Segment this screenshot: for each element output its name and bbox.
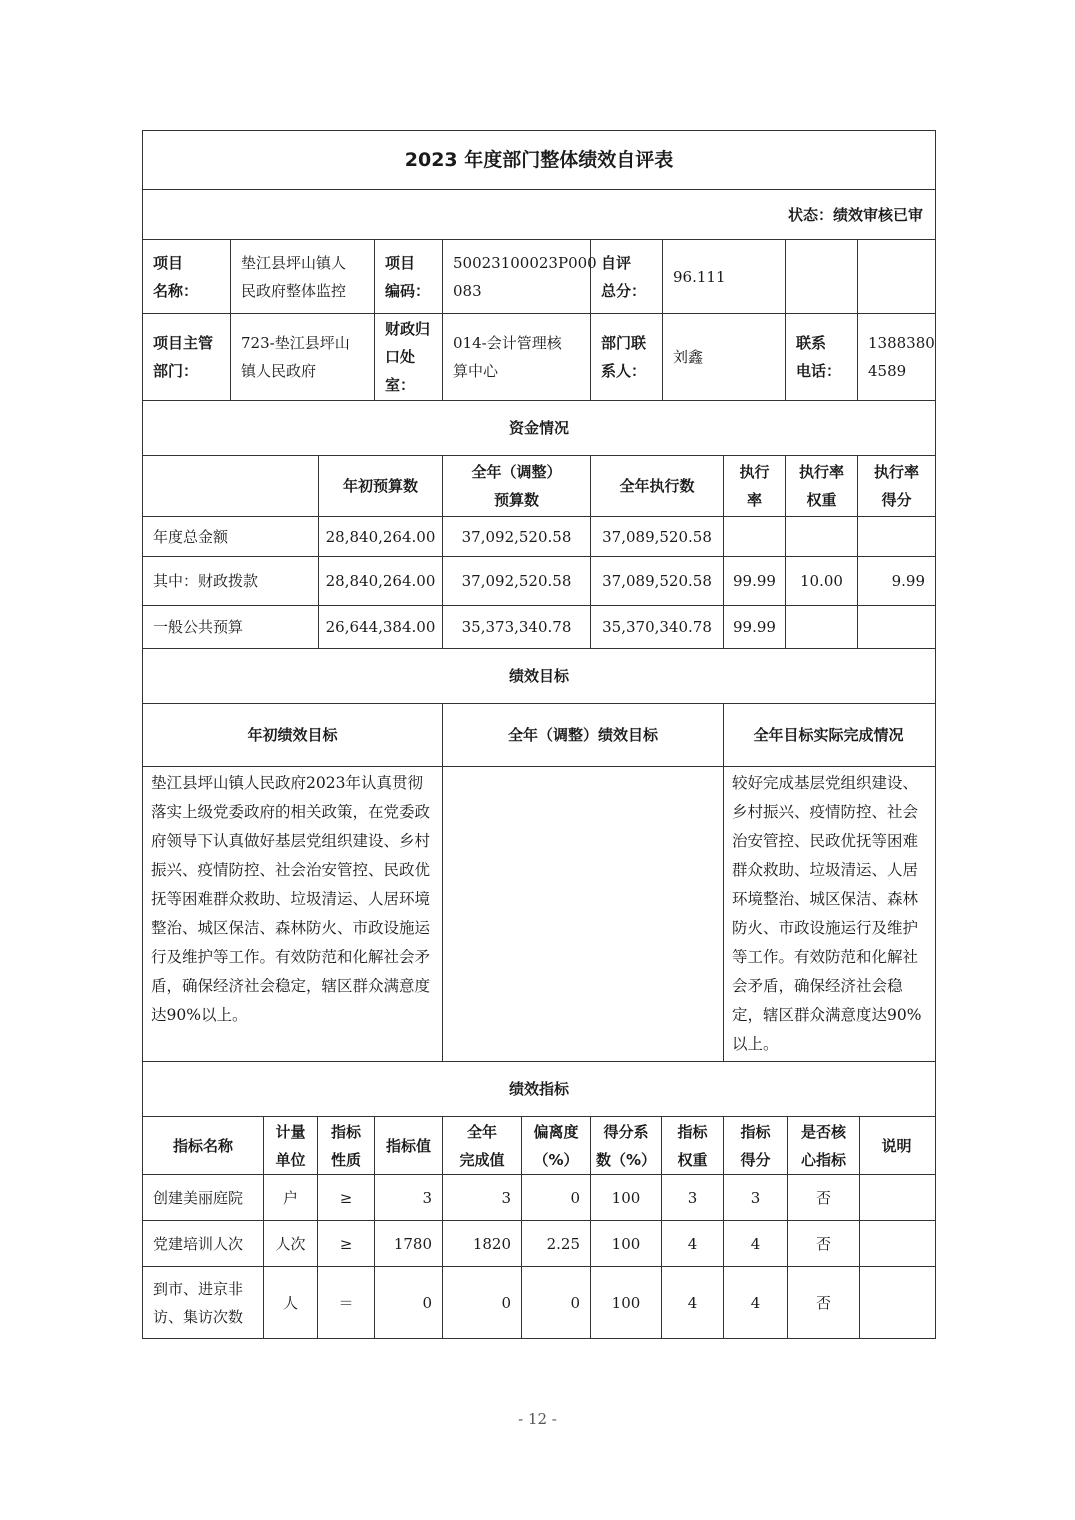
ind-unit: 人次 <box>264 1221 318 1266</box>
funds-row-weight <box>786 517 858 556</box>
ind-coef: 100 <box>591 1267 662 1338</box>
ind-target: 1780 <box>375 1221 443 1266</box>
empty-cell <box>858 240 933 313</box>
page-number: - 12 - <box>518 1410 557 1428</box>
funds-row-adjusted: 35,373,340.78 <box>443 606 591 648</box>
ind-header-unit: 计量 单位 <box>264 1117 318 1174</box>
finance-office-label: 财政归 口处 室： <box>375 314 443 400</box>
self-score-value: 96.111 <box>663 240 786 313</box>
ind-deviation: 0 <box>522 1267 591 1338</box>
ind-coef: 100 <box>591 1221 662 1266</box>
goals-initial-text: 垫江县坪山镇人民政府2023年认真贯彻落实上级党委政府的相关政策，在党委政府领导下认真做好基层党组织建设、乡村振兴、疫情防控、社会治安管控、民政优抚等困难群众救助、垃圾清运、人居环境整治、城区保洁、森林防火、市政设施运行及维护等工作。有效防范和化解社会矛盾，确保经济社会稳定，辖区群众满意度达90%以上。 <box>143 767 443 1061</box>
ind-name: 到市、进京非 访、集访次数 <box>143 1267 264 1338</box>
project-name-label: 项目 名称： <box>143 240 231 313</box>
goals-header-adjusted: 全年（调整）绩效目标 <box>443 704 724 766</box>
ind-weight: 4 <box>662 1267 724 1338</box>
ind-header-score: 指标 得分 <box>724 1117 788 1174</box>
indicators-header-row <box>143 1117 935 1175</box>
indicators-section-row <box>143 1062 935 1117</box>
contact-label: 部门联 系人： <box>591 314 663 400</box>
ind-header-coef: 得分系 数（%） <box>591 1117 662 1174</box>
project-code-label: 项目 编码： <box>375 240 443 313</box>
ind-weight: 3 <box>662 1175 724 1220</box>
ind-header-note: 说明 <box>881 1136 912 1155</box>
goals-header-actual: 全年目标实际完成情况 <box>753 726 904 744</box>
ind-note <box>860 1221 933 1266</box>
funds-section-row <box>143 401 935 456</box>
project-info-row-1 <box>143 240 935 314</box>
ind-nature: ≥ <box>318 1175 375 1220</box>
funds-row-weight: 10.00 <box>786 557 858 605</box>
funds-header-blank <box>143 456 319 516</box>
ind-deviation: 0 <box>522 1175 591 1220</box>
ind-unit: 人 <box>264 1267 318 1338</box>
ind-actual: 1820 <box>443 1221 522 1266</box>
ind-name: 党建培训人次 <box>143 1221 264 1266</box>
funds-row <box>143 606 935 649</box>
goals-section-title: 绩效目标 <box>508 667 569 685</box>
funds-header-rate: 执行 率 <box>724 456 786 516</box>
funds-header-adjusted: 全年（调整） 预算数 <box>443 456 591 516</box>
ind-nature: ≥ <box>318 1221 375 1266</box>
funds-row-weight <box>786 606 858 648</box>
status-row <box>143 190 935 240</box>
empty-cell <box>786 240 858 313</box>
dept-label: 项目主管 部门： <box>143 314 231 400</box>
goals-adjusted-text <box>443 767 724 1061</box>
funds-row-executed: 35,370,340.78 <box>591 606 724 648</box>
funds-row-rate: 99.99 <box>724 557 786 605</box>
phone-value: 1388380 4589 <box>868 334 935 380</box>
funds-row-rate: 99.99 <box>724 606 786 648</box>
funds-row-label: 其中：财政拨款 <box>143 557 319 605</box>
ind-core: 否 <box>788 1267 860 1338</box>
ind-weight: 4 <box>662 1221 724 1266</box>
funds-row-score: 9.99 <box>891 572 925 590</box>
project-name-value: 垫江县坪山镇人 民政府整体监控 <box>231 240 375 313</box>
ind-score: 4 <box>724 1221 788 1266</box>
goals-body-row <box>143 767 935 1062</box>
ind-note <box>860 1267 933 1338</box>
contact-value: 刘鑫 <box>663 314 786 400</box>
ind-note <box>860 1175 933 1220</box>
status-label: 状态：绩效审核已审 <box>787 205 923 224</box>
goals-header-initial: 年初绩效目标 <box>143 704 443 766</box>
ind-core: 否 <box>788 1175 860 1220</box>
funds-row-initial: 28,840,264.00 <box>319 557 443 605</box>
project-info-row-2 <box>143 314 935 401</box>
performance-self-evaluation-table <box>142 130 936 1339</box>
funds-row-label: 一般公共预算 <box>143 606 319 648</box>
ind-header-nature: 指标 性质 <box>318 1117 375 1174</box>
funds-row-initial: 26,644,384.00 <box>319 606 443 648</box>
goals-actual-text: 较好完成基层党组织建设、乡村振兴、疫情防控、社会治安管控、民政优抚等困难群众救助、垃圾清运、人居环境整治、城区保洁、森林防火、市政设施运行及维护等工作。有效防范和化解社会矛盾，确保经济社会稳定，辖区群众满意度达90%以上。 <box>732 774 922 1053</box>
phone-label: 联系 电话： <box>786 314 858 400</box>
funds-row-initial: 28,840,264.00 <box>319 517 443 556</box>
funds-row-rate <box>724 517 786 556</box>
funds-row <box>143 557 935 606</box>
funds-row-score <box>858 606 935 648</box>
funds-header-score: 执行率 得分 <box>873 463 919 509</box>
ind-target: 0 <box>375 1267 443 1338</box>
page-title: 2023 年度部门整体绩效自评表 <box>404 149 674 171</box>
project-code-value: 50023100023P000 083 <box>443 240 591 313</box>
ind-unit: 户 <box>264 1175 318 1220</box>
finance-office-value: 014-会计管理核 算中心 <box>443 314 591 400</box>
funds-row-label: 年度总金额 <box>143 517 319 556</box>
indicators-section-title: 绩效指标 <box>508 1080 569 1098</box>
ind-name: 创建美丽庭院 <box>143 1175 264 1220</box>
ind-score: 4 <box>724 1267 788 1338</box>
ind-actual: 0 <box>443 1267 522 1338</box>
ind-header-target: 指标值 <box>375 1117 443 1174</box>
funds-row-executed: 37,089,520.58 <box>591 557 724 605</box>
indicator-row <box>143 1221 935 1267</box>
ind-nature: ＝ <box>318 1267 375 1338</box>
goals-section-row <box>143 649 935 704</box>
ind-header-actual: 全年 完成值 <box>443 1117 522 1174</box>
ind-target: 3 <box>375 1175 443 1220</box>
funds-section-title: 资金情况 <box>508 419 569 437</box>
funds-row-adjusted: 37,092,520.58 <box>443 517 591 556</box>
ind-coef: 100 <box>591 1175 662 1220</box>
funds-row-adjusted: 37,092,520.58 <box>443 557 591 605</box>
funds-row <box>143 517 935 557</box>
ind-deviation: 2.25 <box>522 1221 591 1266</box>
self-score-label: 自评 总分： <box>591 240 663 313</box>
ind-core: 否 <box>788 1221 860 1266</box>
ind-actual: 3 <box>443 1175 522 1220</box>
ind-score: 3 <box>724 1175 788 1220</box>
funds-header-initial: 年初预算数 <box>319 456 443 516</box>
funds-header-executed: 全年执行数 <box>591 456 724 516</box>
funds-header-row <box>143 456 935 517</box>
ind-header-core: 是否核 心指标 <box>788 1117 860 1174</box>
indicator-row <box>143 1267 935 1338</box>
ind-header-deviation: 偏离度 （%） <box>522 1117 591 1174</box>
ind-header-weight: 指标 权重 <box>662 1117 724 1174</box>
indicator-row <box>143 1175 935 1221</box>
goals-header-row <box>143 704 935 767</box>
funds-header-weight: 执行率 权重 <box>786 456 858 516</box>
funds-row-executed: 37,089,520.58 <box>591 517 724 556</box>
funds-row-score <box>858 517 935 556</box>
dept-value: 723-垫江县坪山 镇人民政府 <box>231 314 375 400</box>
title-row <box>143 131 935 190</box>
ind-header-name: 指标名称 <box>143 1117 264 1174</box>
